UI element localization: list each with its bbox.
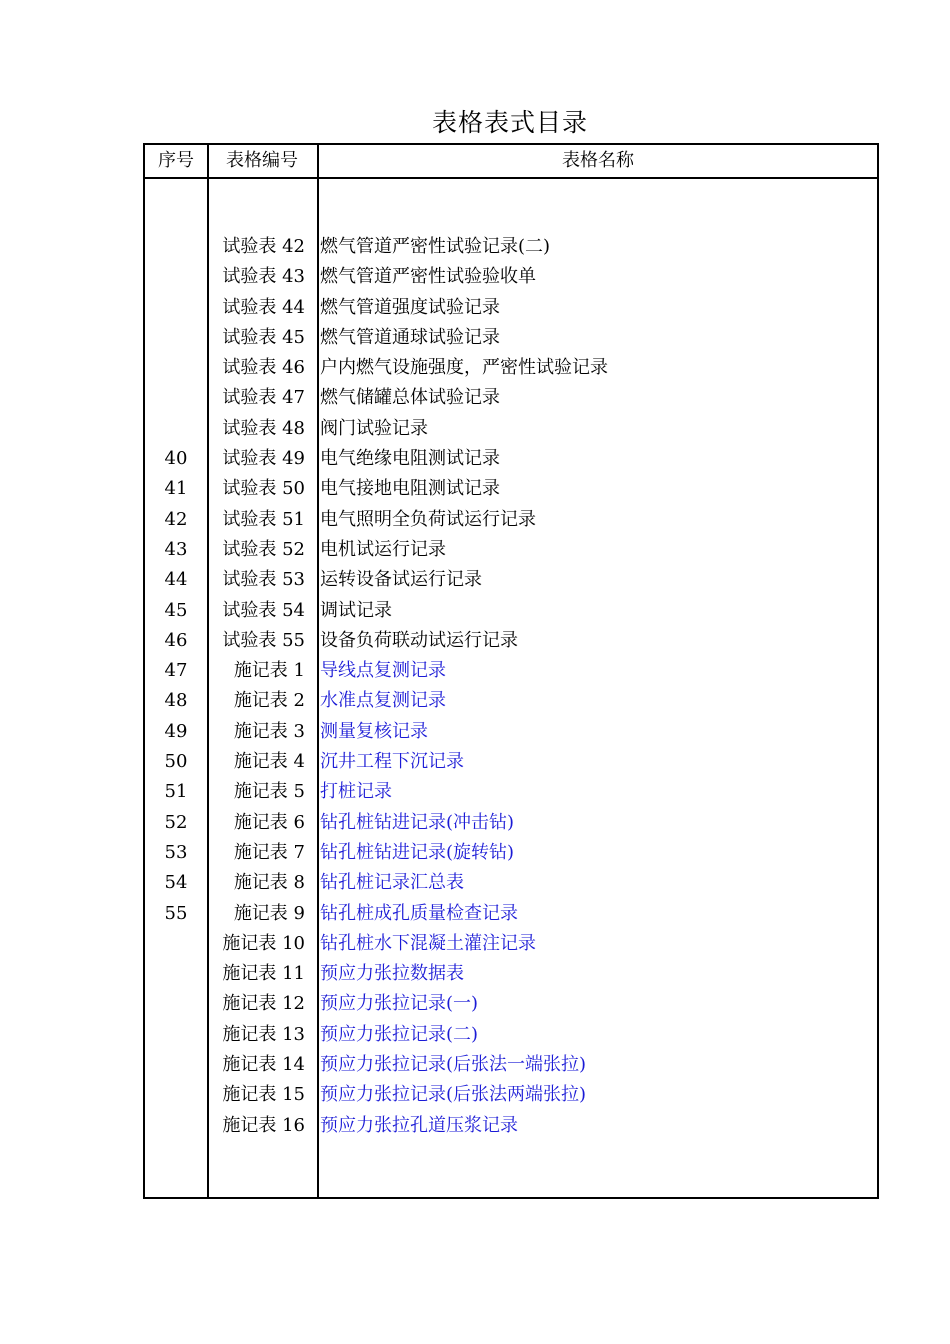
table-row: [145, 656, 877, 686]
table-row: [145, 777, 877, 807]
table-body: [145, 232, 877, 1141]
table-row: [145, 686, 877, 716]
row-number: 45: [164, 599, 188, 621]
table-row: [145, 1080, 877, 1110]
form-code: 试验表 49: [222, 448, 305, 470]
form-code: 试验表 53: [222, 569, 305, 591]
form-code: 施记表 3: [233, 720, 305, 742]
form-code: 施记表 13: [222, 1023, 305, 1045]
table-row: [145, 565, 877, 595]
row-number: 53: [164, 841, 188, 863]
row-number: 40: [164, 448, 188, 470]
table-row: [145, 323, 877, 353]
form-name: 户内燃气设施强度，严密性试验记录: [320, 357, 608, 379]
form-code: 施记表 11: [222, 963, 305, 985]
form-name-link[interactable]: 打桩记录: [320, 781, 392, 803]
form-code: 试验表 46: [222, 357, 305, 379]
form-name: 电气绝缘电阻测试记录: [320, 448, 500, 470]
form-code: 施记表 6: [233, 811, 305, 833]
form-code: 施记表 16: [222, 1114, 305, 1136]
form-name-link[interactable]: 预应力张拉孔道压浆记录: [320, 1114, 518, 1136]
form-name-link[interactable]: 预应力张拉记录(二): [320, 1023, 479, 1045]
table-row: [145, 626, 877, 656]
row-number: 41: [164, 478, 188, 500]
row-number: 48: [164, 690, 188, 712]
table-row: [145, 535, 877, 565]
table-row: [145, 868, 877, 898]
row-number: 55: [164, 902, 188, 924]
page-title: 表格表式目录: [431, 108, 588, 137]
header-divider: [145, 177, 877, 179]
form-name: 电机试运行记录: [320, 538, 446, 560]
form-name: 阀门试验记录: [320, 417, 428, 439]
form-code: 试验表 47: [222, 387, 305, 409]
form-name-link[interactable]: 预应力张拉记录(后张法一端张拉): [320, 1054, 587, 1076]
form-code: 施记表 5: [233, 781, 305, 803]
form-name: 设备负荷联动试运行记录: [320, 629, 518, 651]
form-name-link[interactable]: 钻孔桩钻进记录(冲击钻): [320, 811, 515, 833]
form-code: 施记表 8: [233, 872, 305, 894]
row-number: 46: [164, 629, 188, 651]
form-name-link[interactable]: 预应力张拉数据表: [320, 963, 464, 985]
form-name: 电气照明全负荷试运行记录: [320, 508, 536, 530]
row-number: 42: [164, 508, 188, 530]
form-name: 燃气管道严密性试验记录(二): [320, 236, 551, 257]
table-row: [145, 353, 877, 383]
form-code: 试验表 43: [222, 266, 305, 288]
form-name-link[interactable]: 水准点复测记录: [320, 690, 446, 712]
table-row: [145, 1020, 877, 1050]
form-code: 施记表 15: [222, 1084, 305, 1106]
catalog-table: [143, 143, 879, 1199]
form-code: 试验表 42: [222, 236, 305, 257]
form-name-link[interactable]: 预应力张拉记录(后张法两端张拉): [320, 1084, 587, 1106]
row-number: 44: [164, 569, 188, 591]
table-row: [145, 293, 877, 323]
form-name: 燃气管道严密性试验验收单: [320, 266, 536, 288]
form-code: 试验表 44: [222, 296, 305, 318]
form-code: 施记表 12: [222, 993, 305, 1015]
table-row: [145, 414, 877, 444]
row-number: 43: [164, 538, 188, 560]
table-row: [145, 596, 877, 626]
table-row: [145, 747, 877, 777]
header-name: 表格名称: [562, 150, 634, 171]
form-code: 施记表 1: [233, 660, 305, 682]
form-code: 施记表 7: [233, 841, 305, 863]
form-code: 试验表 50: [222, 478, 305, 500]
form-code: 施记表 10: [222, 932, 305, 954]
table-row: [145, 232, 877, 262]
table-row: [145, 959, 877, 989]
table-row: [145, 383, 877, 413]
form-code: 施记表 4: [233, 751, 305, 773]
table-row: [145, 989, 877, 1019]
form-name-link[interactable]: 预应力张拉记录(一): [320, 993, 479, 1015]
table-row: [145, 899, 877, 929]
table-row: [145, 929, 877, 959]
form-code: 施记表 2: [233, 690, 305, 712]
row-number: 49: [164, 720, 188, 742]
form-name: 燃气储罐总体试验记录: [320, 387, 500, 409]
form-code: 试验表 52: [222, 538, 305, 560]
form-name-link[interactable]: 沉井工程下沉记录: [320, 751, 464, 773]
form-name-link[interactable]: 钻孔桩钻进记录(旋转钻): [320, 841, 515, 863]
table-row: [145, 838, 877, 868]
form-code: 试验表 54: [222, 599, 305, 621]
row-number: 47: [164, 660, 188, 682]
form-code: 试验表 48: [222, 417, 305, 439]
table-row: [145, 1111, 877, 1141]
form-code: 施记表 9: [233, 902, 305, 924]
table-row: [145, 717, 877, 747]
table-row: [145, 1050, 877, 1080]
form-code: 试验表 55: [222, 629, 305, 651]
table-row: [145, 808, 877, 838]
form-name-link[interactable]: 钻孔桩水下混凝土灌注记录: [320, 932, 536, 954]
row-number: 50: [164, 751, 188, 773]
form-name: 燃气管道强度试验记录: [320, 296, 500, 318]
form-name-link[interactable]: 钻孔桩记录汇总表: [320, 872, 464, 894]
form-name: 燃气管道通球试验记录: [320, 326, 500, 348]
row-number: 52: [164, 811, 188, 833]
form-name-link[interactable]: 钻孔桩成孔质量检查记录: [320, 902, 518, 924]
form-name-link[interactable]: 导线点复测记录: [320, 660, 446, 682]
header-code: 表格编号: [226, 150, 298, 171]
form-code: 试验表 51: [222, 508, 305, 530]
form-code: 试验表 45: [222, 326, 305, 348]
row-number: 54: [164, 872, 188, 894]
row-number: 51: [164, 781, 188, 803]
header-no: 序号: [158, 150, 194, 171]
form-name-link[interactable]: 测量复核记录: [320, 720, 428, 742]
table-row: [145, 444, 877, 474]
form-code: 施记表 14: [222, 1054, 305, 1076]
form-name: 调试记录: [320, 599, 392, 621]
form-name: 电气接地电阻测试记录: [320, 478, 500, 500]
table-row: [145, 262, 877, 292]
table-row: [145, 505, 877, 535]
form-name: 运转设备试运行记录: [320, 569, 482, 591]
table-row: [145, 474, 877, 504]
